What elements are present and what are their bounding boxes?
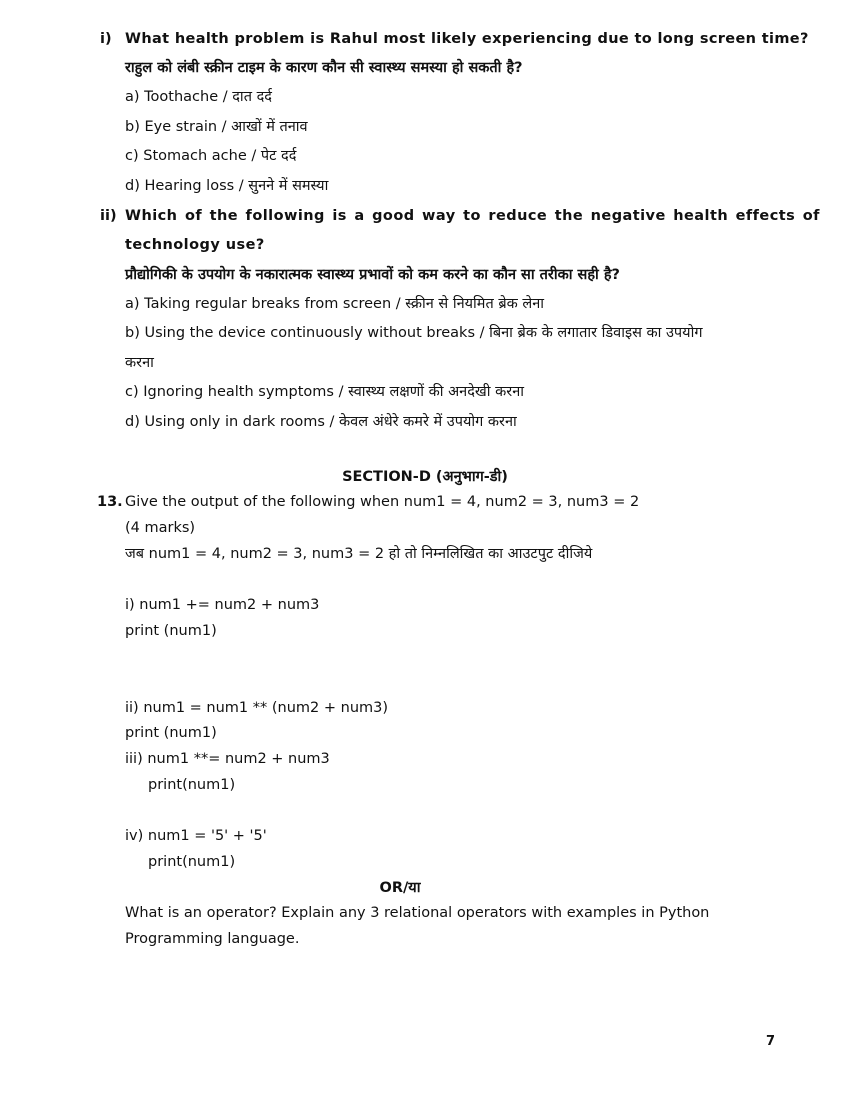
part-ii-question-english-line2: technology use?	[125, 237, 265, 253]
option-b: b) Eye strain / आखों में तनाव	[125, 119, 308, 135]
option-a: a) Taking regular breaks from screen / स्क्रीन से नियमित ब्रेक लेना	[125, 296, 545, 312]
part-ii-question-english-line1: Which of the following is a good way to reduce the negative health effects of	[125, 208, 820, 224]
part-i-code-line1: i) num1 += num2 + num3	[125, 597, 320, 613]
page-number: 7	[766, 1034, 776, 1049]
question-13-prompt-hindi: जब num1 = 4, num2 = 3, num3 = 2 हो तो निम्नलिखित का आउटपुट दीजिये	[125, 546, 593, 562]
part-i-number: i)	[100, 31, 112, 47]
part-iii-code-line1: iii) num1 **= num2 + num3	[125, 751, 330, 767]
option-c: c) Stomach ache / पेट दर्द	[125, 148, 297, 164]
part-i-question-english: What health problem is Rahul most likely experiencing due to long screen time?	[125, 31, 809, 47]
option-d: d) Using only in dark rooms / केवल अंधेरे कमरे में उपयोग करना	[125, 414, 517, 430]
question-13-marks: (4 marks)	[125, 520, 196, 536]
part-i-question-hindi: राहुल को लंबी स्क्रीन टाइम के कारण कौन सी स्वास्थ्य समस्या हो सकती है?	[125, 60, 523, 76]
question-13-prompt-english: Give the output of the following when num1 = 4, num2 = 3, num3 = 2	[125, 494, 640, 510]
part-iv-code-line1: iv) num1 = '5' + '5'	[125, 828, 267, 844]
part-ii-question-hindi: प्रौद्योगिकी के उपयोग के नकारात्मक स्वास्थ्य प्रभावों को कम करने का कौन सा तरीका सही है?	[125, 267, 620, 283]
part-ii-number: ii)	[100, 208, 117, 224]
option-c: c) Ignoring health symptoms / स्वास्थ्य लक्षणों की अनदेखी करना	[125, 384, 525, 400]
option-b-line1: b) Using the device continuously without breaks / बिना ब्रेक के लगातार डिवाइस का उपयोग	[125, 325, 703, 341]
option-d: d) Hearing loss / सुनने में समस्या	[125, 178, 329, 194]
question-13-number: 13.	[97, 494, 123, 510]
alternative-question-line2: Programming language.	[125, 931, 300, 947]
section-heading: SECTION-D (अनुभाग-डी)	[342, 469, 508, 485]
part-iv-code-line2: print(num1)	[148, 854, 236, 870]
part-ii-code-line2: print (num1)	[125, 725, 217, 741]
or-label: OR/या	[379, 880, 421, 896]
option-b-line2: करना	[125, 355, 154, 371]
alternative-question-line1: What is an operator? Explain any 3 relational operators with examples in Python	[125, 905, 710, 921]
part-ii-code-line1: ii) num1 = num1 ** (num2 + num3)	[125, 700, 389, 716]
option-a: a) Toothache / दात दर्द	[125, 89, 272, 105]
part-i-code-line2: print (num1)	[125, 623, 217, 639]
part-iii-code-line2: print(num1)	[148, 777, 236, 793]
